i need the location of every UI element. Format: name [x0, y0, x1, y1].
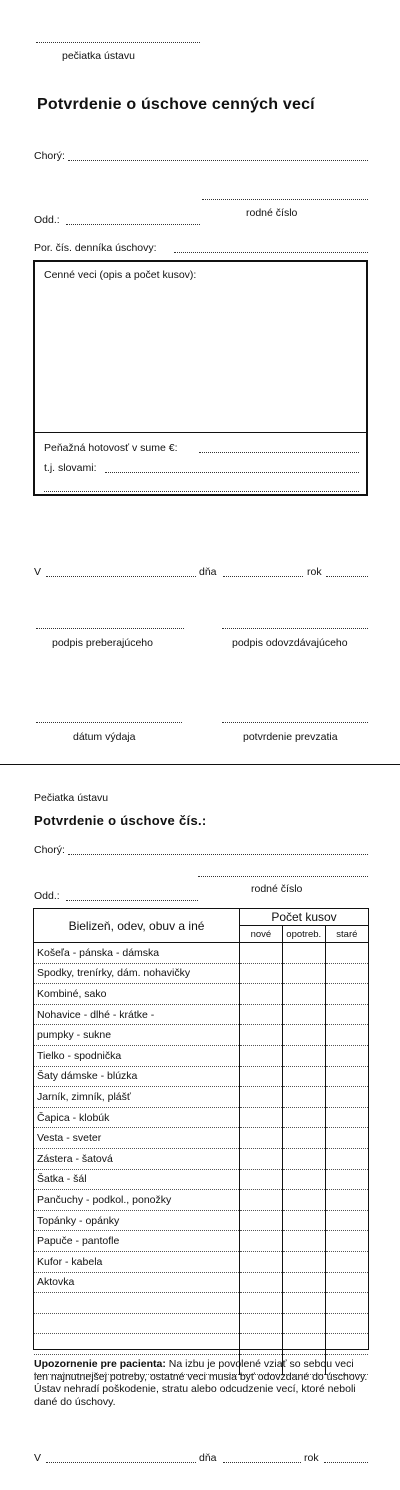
count-new-cell[interactable]: [240, 1169, 283, 1190]
receipt-confirm-field[interactable]: [222, 722, 368, 723]
count-used-cell[interactable]: [282, 1004, 325, 1025]
count-old-cell[interactable]: [325, 1148, 368, 1169]
item-label: Aktovka: [34, 1272, 240, 1293]
top-year-field[interactable]: [326, 576, 368, 577]
count-new-cell[interactable]: [240, 1293, 283, 1314]
top-birth-number-label: rodné číslo: [246, 207, 298, 219]
count-used-cell[interactable]: [282, 963, 325, 984]
bottom-year-field[interactable]: [324, 1462, 368, 1463]
top-dept-field[interactable]: [66, 224, 200, 225]
header-count: Počet kusov: [240, 909, 369, 926]
table-row: [34, 1334, 368, 1355]
count-old-cell[interactable]: [325, 1293, 368, 1314]
count-used-cell[interactable]: [282, 1169, 325, 1190]
notice-text: Na izbu je povolené vziať so sebou veci len najnutnejšej potreby, ostatné veci musia byť odovzdané do úschovy. Ústav nehradí poškodenie, stratu alebo odcudzenie vecí, ktoré neboli dané do úschovy.: [34, 1358, 368, 1408]
count-new-cell[interactable]: [240, 1066, 283, 1087]
cash-divider: [35, 432, 366, 433]
bottom-dept-label: Odd.:: [34, 890, 60, 902]
item-label: Šaty dámske - blúzka: [34, 1066, 240, 1087]
count-new-cell[interactable]: [240, 1190, 283, 1211]
table-row: [34, 1210, 368, 1231]
item-label: Kufor - kabela: [34, 1251, 240, 1272]
bottom-year-label: rok: [304, 1452, 319, 1464]
table-row: [34, 1190, 368, 1211]
top-stamp-label: pečiatka ústavu: [62, 50, 135, 62]
item-label: Košeľa - pánska - dámska: [34, 943, 240, 964]
top-dept-label: Odd.:: [34, 214, 60, 226]
top-patient-field[interactable]: [68, 160, 368, 161]
table-row: [34, 943, 368, 964]
count-new-cell[interactable]: [240, 943, 283, 964]
table-row: [34, 963, 368, 984]
table-row: [34, 984, 368, 1005]
top-year-label: rok: [307, 566, 322, 578]
bottom-title: Potvrdenie o úschove čís.:: [34, 813, 207, 828]
top-title: Potvrdenie o úschove cenných vecí: [37, 96, 315, 113]
section-separator: [0, 764, 400, 765]
count-old-cell[interactable]: [325, 1045, 368, 1066]
count-used-cell[interactable]: [282, 1190, 325, 1211]
item-label: pumpky - sukne: [34, 1025, 240, 1046]
item-label: Zástera - šatová: [34, 1148, 240, 1169]
valuables-box: [33, 260, 368, 496]
count-old-cell[interactable]: [325, 1087, 368, 1108]
count-old-cell[interactable]: [325, 1169, 368, 1190]
depositor-sign-label: podpis odovzdávajúceho: [232, 637, 348, 649]
bottom-day-label: dňa: [199, 1452, 217, 1464]
count-old-cell[interactable]: [325, 943, 368, 964]
valuables-field[interactable]: [39, 286, 362, 428]
item-label: Vesta - sveter: [34, 1128, 240, 1149]
top-stamp-line: [36, 42, 200, 43]
top-place-field[interactable]: [46, 576, 196, 577]
item-label: Šatka - šál: [34, 1169, 240, 1190]
bottom-birth-number-label: rodné číslo: [251, 883, 303, 895]
header-old: staré: [325, 926, 368, 943]
count-new-cell[interactable]: [240, 1107, 283, 1128]
table-row: [34, 1231, 368, 1252]
table-row: [34, 1025, 368, 1046]
count-old-cell[interactable]: [325, 963, 368, 984]
top-journal-label: Por. čís. denníka úschovy:: [34, 242, 157, 254]
bottom-patient-label: Chorý:: [34, 844, 65, 856]
header-new: nové: [240, 926, 283, 943]
bottom-place-label: V: [34, 1452, 42, 1464]
valuables-label: Cenné veci (opis a počet kusov):: [44, 269, 197, 281]
table-row: [34, 1313, 368, 1334]
count-new-cell[interactable]: [240, 1251, 283, 1272]
count-used-cell[interactable]: [282, 1107, 325, 1128]
header-used: opotreb.: [282, 926, 325, 943]
count-used-cell[interactable]: [282, 1313, 325, 1334]
issue-date-field[interactable]: [36, 722, 182, 723]
top-day-field[interactable]: [223, 576, 303, 577]
depositor-sign-field[interactable]: [222, 628, 368, 629]
table-row: [34, 1293, 368, 1314]
count-new-cell[interactable]: [240, 1128, 283, 1149]
count-new-cell[interactable]: [240, 1025, 283, 1046]
count-new-cell[interactable]: [240, 1272, 283, 1293]
count-old-cell[interactable]: [325, 1251, 368, 1272]
count-used-cell[interactable]: [282, 1251, 325, 1272]
count-new-cell[interactable]: [240, 1231, 283, 1252]
table-row: [34, 1169, 368, 1190]
count-used-cell[interactable]: [282, 1066, 325, 1087]
bottom-birth-number-field[interactable]: [198, 876, 368, 877]
top-place-label: V: [34, 566, 42, 578]
count-new-cell[interactable]: [240, 1313, 283, 1334]
issue-date-label: dátum výdaja: [73, 731, 136, 743]
count-old-cell[interactable]: [325, 1107, 368, 1128]
count-old-cell[interactable]: [325, 1025, 368, 1046]
table-row: [34, 1004, 368, 1025]
item-label: [34, 1334, 240, 1355]
count-old-cell[interactable]: [325, 1128, 368, 1149]
cash-field[interactable]: [199, 452, 359, 453]
table-row: [34, 1066, 368, 1087]
count-new-cell[interactable]: [240, 1210, 283, 1231]
count-old-cell[interactable]: [325, 1066, 368, 1087]
item-label: Tielko - spodnička: [34, 1045, 240, 1066]
count-new-cell[interactable]: [240, 1148, 283, 1169]
count-old-cell[interactable]: [325, 984, 368, 1005]
count-new-cell[interactable]: [240, 1045, 283, 1066]
table-row: [34, 1087, 368, 1108]
count-new-cell[interactable]: [240, 1004, 283, 1025]
table-row: [34, 1272, 368, 1293]
item-label: [34, 1313, 240, 1334]
count-used-cell[interactable]: [282, 1148, 325, 1169]
bottom-dept-field[interactable]: [66, 900, 198, 901]
receiver-sign-label: podpis preberajúceho: [52, 637, 153, 649]
receiver-sign-field[interactable]: [36, 628, 184, 629]
top-journal-field[interactable]: [174, 252, 368, 253]
bottom-day-field[interactable]: [223, 1462, 301, 1463]
count-new-cell[interactable]: [240, 1087, 283, 1108]
count-new-cell[interactable]: [240, 1334, 283, 1355]
top-birth-number-field[interactable]: [202, 199, 368, 200]
count-old-cell[interactable]: [325, 1190, 368, 1211]
top-day-label: dňa: [199, 566, 217, 578]
header-items: Bielizeň, odev, obuv a iné: [34, 909, 240, 943]
count-new-cell[interactable]: [240, 984, 283, 1005]
item-label: Topánky - opánky: [34, 1210, 240, 1231]
item-label: Pančuchy - podkol., ponožky: [34, 1190, 240, 1211]
count-old-cell[interactable]: [325, 1313, 368, 1334]
item-label: Papuče - pantofle: [34, 1231, 240, 1252]
count-old-cell[interactable]: [325, 1272, 368, 1293]
words-field[interactable]: [105, 472, 359, 473]
item-label: Kombiné, sako: [34, 984, 240, 1005]
count-used-cell[interactable]: [282, 984, 325, 1005]
table-row: [34, 1107, 368, 1128]
item-label: Nohavice - dlhé - krátke -: [34, 1004, 240, 1025]
bottom-stamp-label: Pečiatka ústavu: [34, 792, 109, 804]
count-old-cell[interactable]: [325, 1334, 368, 1355]
cash-label: Peňažná hotovosť v sume €:: [44, 442, 178, 454]
item-label: [34, 1293, 240, 1314]
count-used-cell[interactable]: [282, 1231, 325, 1252]
bottom-patient-field[interactable]: [68, 854, 368, 855]
table-row: [34, 1148, 368, 1169]
item-label: Čapica - klobúk: [34, 1107, 240, 1128]
item-label: Jarník, zimník, plášť: [34, 1087, 240, 1108]
count-used-cell[interactable]: [282, 1272, 325, 1293]
top-patient-label: Chorý:: [34, 150, 65, 162]
bottom-place-field[interactable]: [46, 1462, 196, 1463]
items-table: [34, 909, 368, 1375]
count-new-cell[interactable]: [240, 963, 283, 984]
words-field-2[interactable]: [44, 491, 359, 492]
count-used-cell[interactable]: [282, 1210, 325, 1231]
count-old-cell[interactable]: [325, 1210, 368, 1231]
words-label: t.j. slovami:: [44, 462, 97, 474]
receipt-confirm-label: potvrdenie prevzatia: [243, 731, 338, 743]
count-used-cell[interactable]: [282, 1334, 325, 1355]
notice-heading: Upozornenie pre pacienta:: [34, 1358, 166, 1370]
item-label: Spodky, trenírky, dám. nohavičky: [34, 963, 240, 984]
count-used-cell[interactable]: [282, 1045, 325, 1066]
table-row: [34, 1251, 368, 1272]
table-row: [34, 1045, 368, 1066]
count-old-cell[interactable]: [325, 1231, 368, 1252]
patient-notice: [34, 1358, 370, 1408]
count-used-cell[interactable]: [282, 1293, 325, 1314]
count-used-cell[interactable]: [282, 1087, 325, 1108]
count-used-cell[interactable]: [282, 1128, 325, 1149]
table-row: [34, 1128, 368, 1149]
count-used-cell[interactable]: [282, 943, 325, 964]
count-old-cell[interactable]: [325, 1004, 368, 1025]
count-used-cell[interactable]: [282, 1025, 325, 1046]
